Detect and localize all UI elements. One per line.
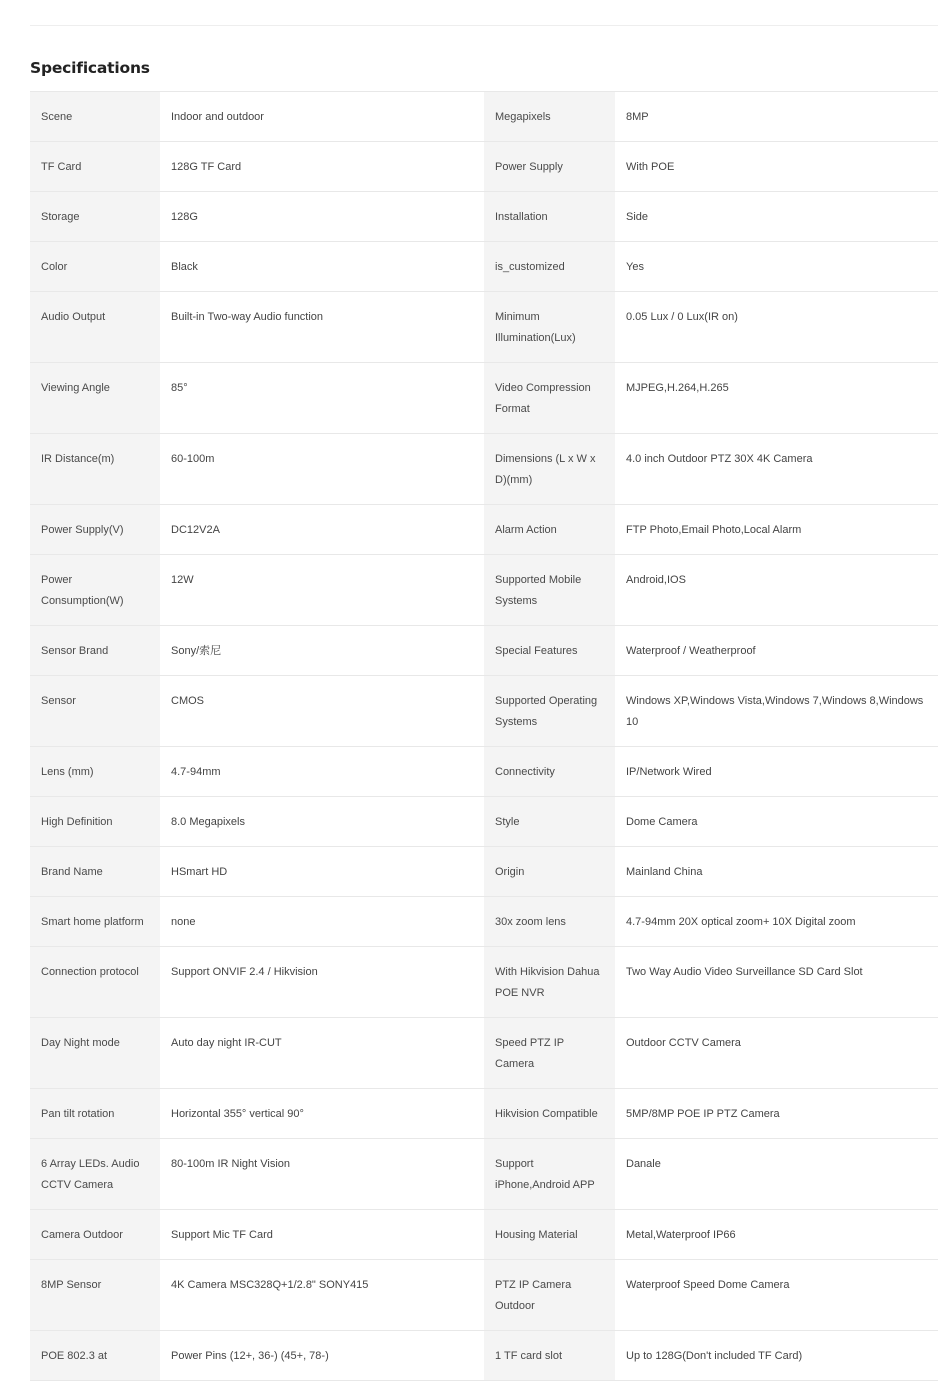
spec-key: Pan tilt rotation	[30, 1089, 160, 1139]
spec-value: Metal,Waterproof IP66	[615, 1210, 938, 1260]
spec-value: 128G TF Card	[160, 142, 484, 192]
spec-key: Supported Mobile Systems	[484, 555, 615, 626]
spec-value: MJPEG,H.264,H.265	[615, 363, 938, 434]
spec-key: IR Distance(m)	[30, 434, 160, 505]
spec-key: Scene	[30, 92, 160, 142]
spec-row	[30, 292, 938, 363]
spec-key: Alarm Action	[484, 505, 615, 555]
spec-row	[30, 363, 938, 434]
spec-value: 0.05 Lux / 0 Lux(IR on)	[615, 292, 938, 363]
spec-row	[30, 747, 938, 797]
specifications-title: Specifications	[30, 59, 150, 77]
spec-value: Two Way Audio Video Surveillance SD Card Slot	[615, 947, 938, 1018]
spec-value: 5MP/8MP POE IP PTZ Camera	[615, 1089, 938, 1139]
spec-value: Mainland China	[615, 847, 938, 897]
spec-key: Origin	[484, 847, 615, 897]
spec-key: Support iPhone,Android APP	[484, 1139, 615, 1210]
spec-value: 4K Camera MSC328Q+1/2.8" SONY415	[160, 1260, 484, 1331]
spec-row	[30, 555, 938, 626]
spec-key: Smart home platform	[30, 897, 160, 947]
spec-key: Sensor	[30, 676, 160, 747]
spec-key: PTZ IP Camera Outdoor	[484, 1260, 615, 1331]
spec-value: 85°	[160, 363, 484, 434]
spec-key: 30x zoom lens	[484, 897, 615, 947]
spec-key: POE 802.3 at	[30, 1331, 160, 1381]
spec-key: Power Consumption(W)	[30, 555, 160, 626]
spec-row	[30, 626, 938, 676]
spec-value: Auto day night IR-CUT	[160, 1018, 484, 1089]
spec-value: Dome Camera	[615, 797, 938, 847]
spec-row	[30, 1018, 938, 1089]
spec-value: DC12V2A	[160, 505, 484, 555]
spec-row	[30, 142, 938, 192]
spec-value: 80-100m IR Night Vision	[160, 1139, 484, 1210]
spec-value: Sony/索尼	[160, 626, 484, 676]
spec-key: Storage	[30, 192, 160, 242]
spec-row	[30, 797, 938, 847]
spec-key: Installation	[484, 192, 615, 242]
spec-row	[30, 242, 938, 292]
top-divider	[30, 25, 938, 26]
spec-value: 4.7-94mm 20X optical zoom+ 10X Digital zoom	[615, 897, 938, 947]
spec-row	[30, 1260, 938, 1331]
spec-value: FTP Photo,Email Photo,Local Alarm	[615, 505, 938, 555]
spec-value: 60-100m	[160, 434, 484, 505]
spec-key: Minimum Illumination(Lux)	[484, 292, 615, 363]
spec-row	[30, 847, 938, 897]
spec-value: CMOS	[160, 676, 484, 747]
spec-key: Viewing Angle	[30, 363, 160, 434]
spec-key: Day Night mode	[30, 1018, 160, 1089]
spec-value: Up to 128G(Don't included TF Card)	[615, 1331, 938, 1381]
spec-key: Brand Name	[30, 847, 160, 897]
spec-key: 8MP Sensor	[30, 1260, 160, 1331]
spec-key: Lens (mm)	[30, 747, 160, 797]
spec-key: High Definition	[30, 797, 160, 847]
spec-value: Built-in Two-way Audio function	[160, 292, 484, 363]
spec-value: Windows XP,Windows Vista,Windows 7,Windows 8,Windows 10	[615, 676, 938, 747]
spec-value: none	[160, 897, 484, 947]
spec-key: Dimensions (L x W x D)(mm)	[484, 434, 615, 505]
spec-row	[30, 897, 938, 947]
spec-key: Housing Material	[484, 1210, 615, 1260]
spec-row	[30, 92, 938, 142]
spec-key: Camera Outdoor	[30, 1210, 160, 1260]
spec-key: 6 Array LEDs. Audio CCTV Camera	[30, 1139, 160, 1210]
spec-value: 8MP	[615, 92, 938, 142]
spec-value: 12W	[160, 555, 484, 626]
spec-key: Connection protocol	[30, 947, 160, 1018]
spec-row	[30, 947, 938, 1018]
spec-value: Waterproof / Weatherproof	[615, 626, 938, 676]
spec-key: With Hikvision Dahua POE NVR	[484, 947, 615, 1018]
spec-value: 4.0 inch Outdoor PTZ 30X 4K Camera	[615, 434, 938, 505]
spec-value: Horizontal 355° vertical 90°	[160, 1089, 484, 1139]
spec-row	[30, 192, 938, 242]
spec-key: Power Supply	[484, 142, 615, 192]
spec-row	[30, 1331, 938, 1381]
spec-key: TF Card	[30, 142, 160, 192]
spec-value: Indoor and outdoor	[160, 92, 484, 142]
spec-row	[30, 1210, 938, 1260]
spec-row	[30, 1139, 938, 1210]
spec-row	[30, 434, 938, 505]
spec-key: Connectivity	[484, 747, 615, 797]
spec-key: Special Features	[484, 626, 615, 676]
spec-key: Audio Output	[30, 292, 160, 363]
spec-key: Sensor Brand	[30, 626, 160, 676]
spec-value: Outdoor CCTV Camera	[615, 1018, 938, 1089]
spec-key: is_customized	[484, 242, 615, 292]
specifications-table-body	[30, 92, 938, 1381]
spec-key: Megapixels	[484, 92, 615, 142]
spec-key: Speed PTZ IP Camera	[484, 1018, 615, 1089]
spec-value: HSmart HD	[160, 847, 484, 897]
spec-row	[30, 505, 938, 555]
spec-value: Danale	[615, 1139, 938, 1210]
spec-value: Power Pins (12+, 36-) (45+, 78-)	[160, 1331, 484, 1381]
spec-value: Black	[160, 242, 484, 292]
spec-row	[30, 1089, 938, 1139]
spec-value: Android,IOS	[615, 555, 938, 626]
spec-key: 1 TF card slot	[484, 1331, 615, 1381]
spec-key: Style	[484, 797, 615, 847]
spec-value: Support Mic TF Card	[160, 1210, 484, 1260]
spec-key: Video Compression Format	[484, 363, 615, 434]
spec-value: 128G	[160, 192, 484, 242]
spec-value: IP/Network Wired	[615, 747, 938, 797]
spec-key: Power Supply(V)	[30, 505, 160, 555]
spec-value: Yes	[615, 242, 938, 292]
specifications-table	[30, 91, 938, 1381]
spec-row	[30, 676, 938, 747]
spec-value: Support ONVIF 2.4 / Hikvision	[160, 947, 484, 1018]
spec-value: Waterproof Speed Dome Camera	[615, 1260, 938, 1331]
spec-key: Supported Operating Systems	[484, 676, 615, 747]
spec-value: 4.7-94mm	[160, 747, 484, 797]
spec-value: With POE	[615, 142, 938, 192]
spec-value: 8.0 Megapixels	[160, 797, 484, 847]
spec-key: Color	[30, 242, 160, 292]
spec-value: Side	[615, 192, 938, 242]
spec-key: Hikvision Compatible	[484, 1089, 615, 1139]
